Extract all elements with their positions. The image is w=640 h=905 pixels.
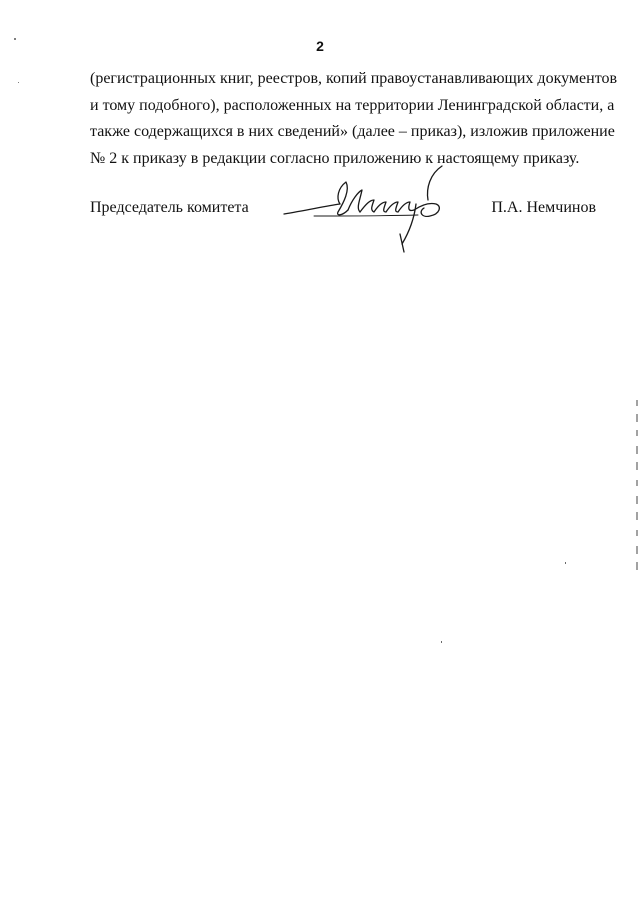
scan-speck xyxy=(565,562,566,564)
body-line-3: также содержащихся в них сведений» (далее – приказ), изложив приложение xyxy=(90,123,615,140)
signatory-name: П.А. Немчинов xyxy=(491,199,596,216)
body-line-2: и тому подобного), расположенных на территории Ленинградской области, а xyxy=(90,96,615,114)
signatory-position: Председатель комитета xyxy=(90,199,249,216)
handwritten-signature xyxy=(278,160,458,260)
scan-speck xyxy=(18,82,19,83)
body-line-1: (регистрационных книг, реестров, копий правоустанавливающих документов xyxy=(90,70,618,87)
page-number: 2 xyxy=(316,38,324,54)
body-line-4: № 2 к приказу в редакции согласно приложению к настоящему приказу. xyxy=(90,149,580,167)
scan-edge-mark xyxy=(636,400,638,575)
scan-speck xyxy=(14,38,16,40)
scan-speck xyxy=(441,641,442,643)
body-paragraph xyxy=(90,66,618,172)
